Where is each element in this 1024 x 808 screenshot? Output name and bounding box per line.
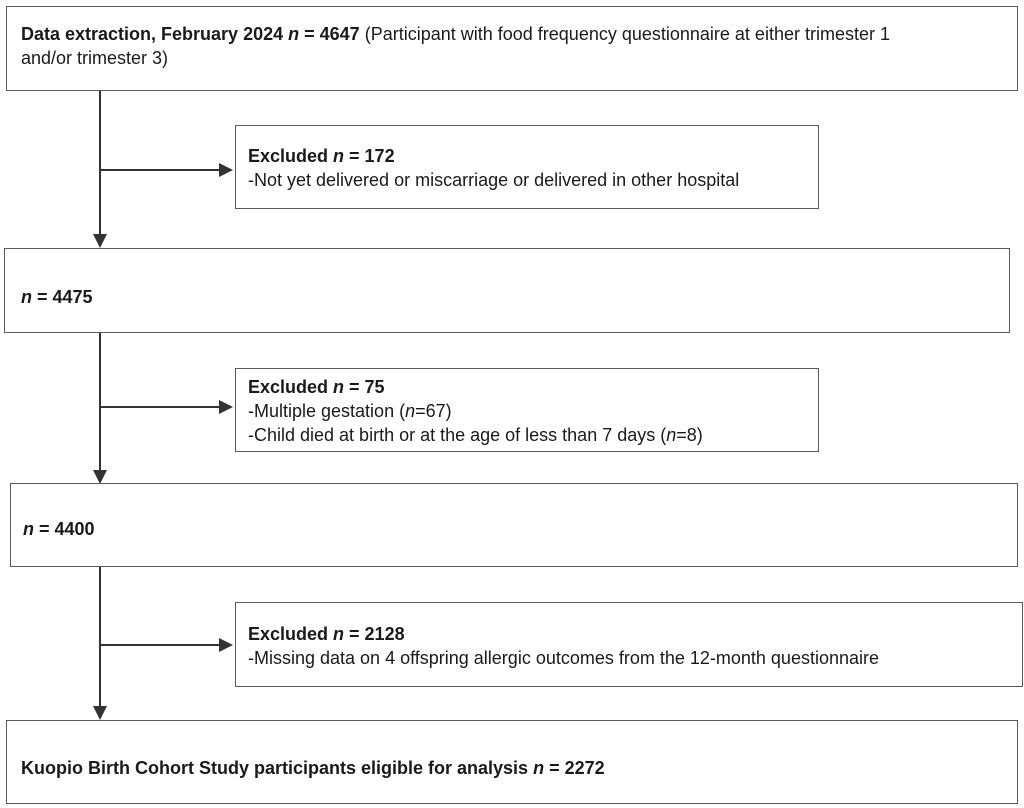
arrow-right-3	[219, 638, 233, 652]
exclusion-2-n-symbol: n	[333, 377, 345, 397]
final-label: Kuopio Birth Cohort Study participants eligible for analysis	[21, 758, 534, 778]
exclusion-3-item: -Missing data on 4 offspring allergic outcomes from the 12-month questionnaire	[248, 648, 880, 668]
stage-2-n-value: = 4475	[32, 287, 93, 307]
exclusion-1-label: Excluded	[248, 146, 334, 166]
exclusion-3-n-value: = 2128	[344, 624, 405, 644]
final-cohort-box	[6, 720, 1018, 804]
arrow-right-2	[219, 400, 233, 414]
connector-main-1	[99, 90, 101, 236]
extraction-label: Data extraction, February 2024	[21, 24, 284, 44]
extraction-n-symbol: n	[288, 24, 300, 44]
exclusion-2-item-2-n-symbol: n	[666, 425, 677, 445]
extraction-description-line2: and/or trimester 3)	[21, 48, 169, 68]
stage-2-n-symbol: n	[21, 287, 32, 307]
extraction-description-line1: (Participant with food frequency questionnaire at either trimester 1	[359, 24, 890, 44]
exclusion-1-item: -Not yet delivered or miscarriage or delivered in other hospital	[248, 170, 740, 190]
exclusion-2-label: Excluded	[248, 377, 334, 397]
exclusion-2-item-1-text: -Multiple gestation (	[248, 401, 406, 421]
exclusion-2-item-multiple-gestation	[248, 399, 818, 423]
connector-branch-2	[100, 406, 220, 408]
exclusion-2-item-2-count: =8)	[676, 425, 703, 445]
exclusion-2-item-child-died	[248, 423, 818, 447]
arrow-down-1	[93, 234, 107, 248]
stage-box-4400	[10, 483, 1018, 567]
exclusion-box-1	[235, 125, 819, 209]
arrow-down-2	[93, 470, 107, 484]
exclusion-1-n-symbol: n	[333, 146, 345, 166]
stage-box-4475	[4, 248, 1010, 333]
exclusion-box-3	[235, 602, 1023, 687]
exclusion-3-n-symbol: n	[333, 624, 345, 644]
arrow-down-3	[93, 706, 107, 720]
exclusion-box-2	[235, 368, 819, 452]
connector-main-3	[99, 566, 101, 708]
exclusion-2-item-1-count: =67)	[415, 401, 452, 421]
arrow-right-1	[219, 163, 233, 177]
connector-branch-1	[100, 169, 220, 171]
exclusion-2-item-1-n-symbol: n	[405, 401, 416, 421]
connector-main-2	[99, 332, 101, 472]
exclusion-2-item-2-text: -Child died at birth or at the age of less than 7 days (	[248, 425, 667, 445]
data-extraction-box	[6, 6, 1018, 91]
stage-3-n-symbol: n	[23, 519, 34, 539]
connector-branch-3	[100, 644, 220, 646]
exclusion-1-n-value: = 172	[344, 146, 395, 166]
stage-3-n-value: = 4400	[34, 519, 95, 539]
extraction-n-value: = 4647	[299, 24, 360, 44]
final-n-symbol: n	[533, 758, 545, 778]
final-n-value: = 2272	[544, 758, 605, 778]
exclusion-3-label: Excluded	[248, 624, 334, 644]
exclusion-2-n-value: = 75	[344, 377, 385, 397]
